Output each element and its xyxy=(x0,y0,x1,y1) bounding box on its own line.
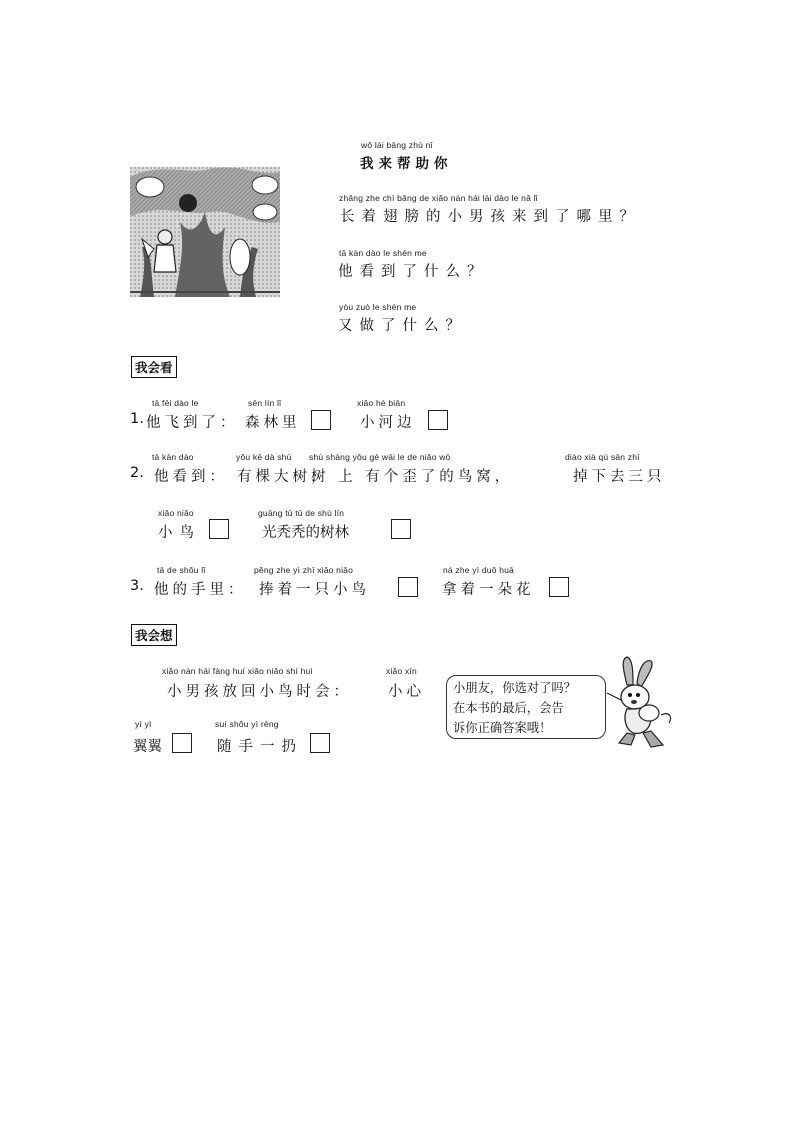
think-option-carefully: 翼翼 xyxy=(133,739,162,755)
q3-pinyin-c: ná zhe yì duǒ huā xyxy=(443,565,514,575)
q2-checkbox-birds[interactable] xyxy=(209,519,229,539)
q2-pinyin-e: xiǎo niǎo xyxy=(158,508,194,518)
hint-line-1: 小朋友，你选对了吗？ xyxy=(453,681,576,695)
intro-3-pinyin: yòu zuò le shén me xyxy=(339,302,417,312)
intro-1-text: 长着翅膀的小男孩来到了哪里？ xyxy=(340,209,641,225)
q2-pinyin-a: tā kàn dào xyxy=(152,452,194,462)
think-pinyin-a: xiǎo nán hái fàng huí xiǎo niǎo shí huì xyxy=(162,666,313,676)
q3-checkbox-holding-flower[interactable] xyxy=(549,577,569,597)
q2-text-a: 他看到： xyxy=(154,469,228,485)
rabbit-mascot-image xyxy=(605,655,677,750)
q3-pinyin-b: pěng zhe yì zhī xiǎo niǎo xyxy=(254,565,354,575)
think-option-toss: 随手一扔 xyxy=(217,739,303,755)
q2-text-d: 掉下去三只 xyxy=(573,469,666,485)
q2-pinyin-b: yǒu kē dà shù xyxy=(236,452,292,462)
think-pinyin-b: xiǎo xīn xyxy=(386,666,417,676)
q2-option-birds: 小鸟 xyxy=(158,525,201,541)
q2-number: 2. xyxy=(130,465,144,481)
hint-bubble xyxy=(446,675,606,739)
q1-option-river: 小河边 xyxy=(360,415,416,431)
q2-option-bare-forest: 光秃秃的树林 xyxy=(262,525,349,541)
section-label-think: 我会想 xyxy=(131,624,177,646)
hint-line-3: 诉你正确答案哦！ xyxy=(453,721,552,735)
illustration-boy-tree-image xyxy=(130,167,280,297)
hint-line-2: 在本书的最后，会告 xyxy=(453,701,564,715)
q1-option-forest: 森林里 xyxy=(245,415,301,431)
q3-option-holding-flower: 拿着一朵花 xyxy=(442,582,535,598)
title-pinyin: wǒ lái bāng zhù nǐ xyxy=(361,140,433,150)
think-pinyin-c: yì yì xyxy=(135,719,152,729)
intro-3-text: 又做了什么？ xyxy=(338,318,467,334)
q2-text-c: 树 上 有个歪了的鸟窝， xyxy=(311,469,514,485)
q2-pinyin-c: shù shàng yǒu gè wāi le de niǎo wō xyxy=(309,452,451,462)
q3-option-holding-bird: 捧着一只小鸟 xyxy=(259,582,370,598)
q1-pinyin-b: sēn lín lǐ xyxy=(248,398,282,408)
think-text-a: 小男孩放回小鸟时会： xyxy=(167,684,352,700)
q1-text-a: 他飞到了： xyxy=(146,415,239,431)
think-checkbox-toss[interactable] xyxy=(310,733,330,753)
page-title: 我来帮助你 xyxy=(360,156,453,172)
q1-pinyin-c: xiǎo hé biān xyxy=(357,398,406,408)
q2-pinyin-f: guāng tū tū de shù lín xyxy=(258,508,345,518)
q3-number: 3. xyxy=(130,578,144,594)
think-checkbox-carefully[interactable] xyxy=(172,733,192,753)
q2-checkbox-bare-forest[interactable] xyxy=(391,519,411,539)
q1-checkbox-river[interactable] xyxy=(428,410,448,430)
q3-pinyin-a: tā de shǒu lǐ xyxy=(157,565,206,575)
think-text-b: 小心 xyxy=(388,684,425,700)
q3-text-a: 他的手里： xyxy=(154,582,247,598)
intro-2-text: 他看到了什么？ xyxy=(338,264,489,280)
q2-text-b: 有棵大树， xyxy=(237,469,330,485)
q3-checkbox-holding-bird[interactable] xyxy=(398,577,418,597)
intro-2-pinyin: tā kàn dào le shén me xyxy=(339,248,427,258)
intro-1-pinyin: zhǎng zhe chì bǎng de xiǎo nán hái lái dào le nǎ lǐ xyxy=(339,193,538,203)
q1-number: 1. xyxy=(130,411,144,427)
section-label-look: 我会看 xyxy=(131,356,177,378)
q1-checkbox-forest[interactable] xyxy=(311,410,331,430)
q1-pinyin-a: tā fēi dào le xyxy=(152,398,199,408)
think-pinyin-d: suí shǒu yì rēng xyxy=(215,719,279,729)
q2-pinyin-d: diào xià qù sān zhī xyxy=(565,452,640,462)
